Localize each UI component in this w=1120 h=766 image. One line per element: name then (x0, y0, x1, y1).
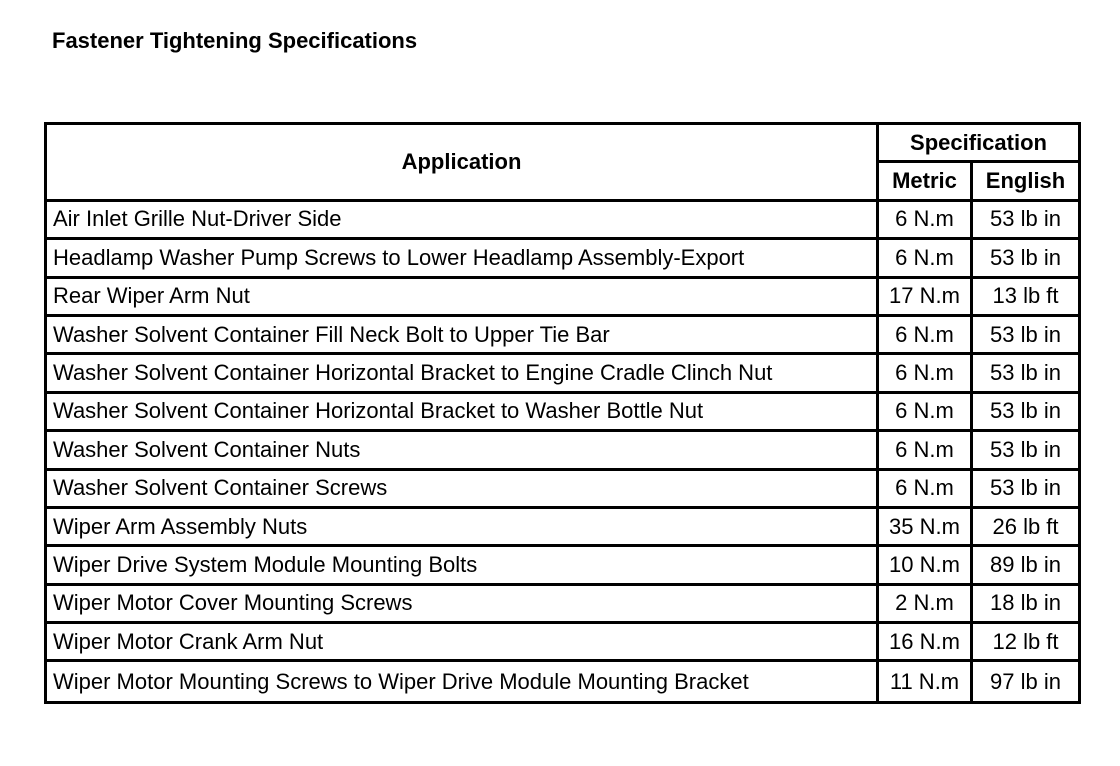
english-cell: 89 lb in (973, 547, 1078, 585)
application-column-header: Application (47, 125, 879, 202)
english-cell: 53 lb in (973, 471, 1078, 509)
english-cell: 53 lb in (973, 355, 1078, 393)
table-body (47, 202, 1078, 701)
application-cell: Washer Solvent Container Horizontal Bracket to Washer Bottle Nut (47, 394, 879, 432)
application-cell: Air Inlet Grille Nut-Driver Side (47, 202, 879, 240)
application-cell: Wiper Motor Mounting Screws to Wiper Drive Module Mounting Bracket (47, 662, 879, 700)
table-row (47, 662, 1078, 700)
table-row (47, 586, 1078, 624)
application-cell: Washer Solvent Container Nuts (47, 432, 879, 470)
table-row (47, 624, 1078, 662)
metric-cell: 6 N.m (879, 240, 973, 278)
metric-cell: 10 N.m (879, 547, 973, 585)
application-cell: Washer Solvent Container Horizontal Bracket to Engine Cradle Clinch Nut (47, 355, 879, 393)
metric-cell: 6 N.m (879, 355, 973, 393)
english-cell: 12 lb ft (973, 624, 1078, 662)
table-row (47, 509, 1078, 547)
metric-cell: 6 N.m (879, 432, 973, 470)
table-row (47, 547, 1078, 585)
application-cell: Washer Solvent Container Fill Neck Bolt to Upper Tie Bar (47, 317, 879, 355)
metric-column-header: Metric (879, 163, 973, 201)
table-row (47, 202, 1078, 240)
metric-cell: 11 N.m (879, 662, 973, 700)
metric-cell: 6 N.m (879, 471, 973, 509)
application-cell: Wiper Motor Crank Arm Nut (47, 624, 879, 662)
application-cell: Wiper Drive System Module Mounting Bolts (47, 547, 879, 585)
table-row (47, 394, 1078, 432)
fastener-spec-table (44, 122, 1081, 704)
application-cell: Headlamp Washer Pump Screws to Lower Headlamp Assembly-Export (47, 240, 879, 278)
application-cell: Wiper Arm Assembly Nuts (47, 509, 879, 547)
table-row (47, 471, 1078, 509)
metric-cell: 6 N.m (879, 202, 973, 240)
application-cell: Washer Solvent Container Screws (47, 471, 879, 509)
specification-column-header: Specification (879, 125, 1078, 163)
metric-cell: 17 N.m (879, 279, 973, 317)
english-cell: 26 lb ft (973, 509, 1078, 547)
table-row (47, 240, 1078, 278)
table-header-row (47, 125, 1078, 163)
table-row (47, 317, 1078, 355)
metric-cell: 16 N.m (879, 624, 973, 662)
table-row (47, 432, 1078, 470)
metric-cell: 2 N.m (879, 586, 973, 624)
table-row (47, 279, 1078, 317)
english-cell: 53 lb in (973, 317, 1078, 355)
table-row (47, 355, 1078, 393)
application-cell: Rear Wiper Arm Nut (47, 279, 879, 317)
document-title: Fastener Tightening Specifications (52, 28, 418, 53)
english-cell: 97 lb in (990, 668, 1061, 694)
english-cell: 53 lb in (973, 202, 1078, 240)
english-cell: 13 lb ft (973, 279, 1078, 317)
metric-cell: 6 N.m (879, 394, 973, 432)
english-cell: 18 lb in (973, 586, 1078, 624)
application-cell: Wiper Motor Cover Mounting Screws (47, 586, 879, 624)
metric-cell: 35 N.m (879, 509, 973, 547)
english-cell: 53 lb in (973, 432, 1078, 470)
english-column-header: English (973, 163, 1078, 201)
metric-cell: 6 N.m (879, 317, 973, 355)
english-cell: 53 lb in (973, 394, 1078, 432)
english-cell: 53 lb in (973, 240, 1078, 278)
